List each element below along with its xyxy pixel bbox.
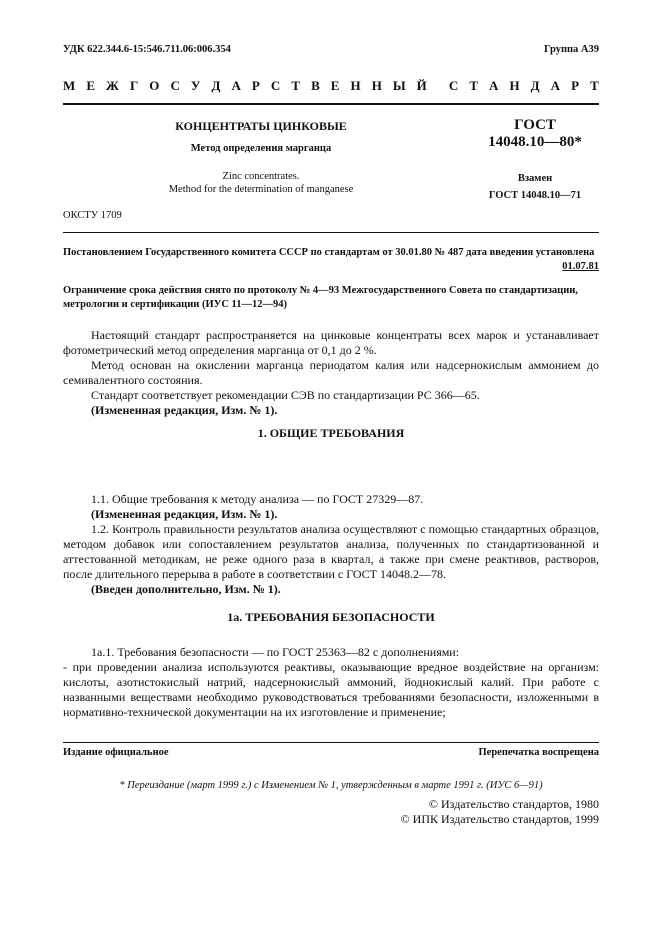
decree-date: 01.07.81	[562, 261, 599, 272]
banner-letter: О	[149, 78, 160, 93]
footer-rule	[63, 742, 599, 743]
banner-letter: Н	[509, 78, 520, 93]
english-title-line2: Method for the determination of manganese	[168, 184, 354, 195]
section-1-paragraph-1: 1.1. Общие требования к методу анализа — по ГОСТ 27329—87.	[91, 492, 424, 506]
group-code: Группа А39	[543, 44, 599, 55]
intro-paragraph-2: Метод основан на окислении марганца периодатом калия или надсернокислым аммонием до семивалентного состояния.	[63, 358, 599, 387]
section-1-body	[63, 492, 599, 597]
banner-letter: А	[550, 78, 561, 93]
replaces-number: ГОСТ 14048.10—71	[488, 190, 582, 201]
banner-letter: Н	[371, 78, 382, 93]
copyright-1980: © Издательство стандартов, 1980	[428, 797, 599, 811]
interstate-standard-banner	[63, 78, 599, 94]
reprint-prohibited: Перепечатка воспрещена	[478, 747, 599, 758]
header-rule	[63, 232, 599, 233]
section-1-note-2: (Введен дополнительно, Изм. № 1).	[91, 582, 281, 596]
intro-paragraph-3: Стандарт соответствует рекомендации СЭВ по стандартизации РС 366—65.	[91, 388, 480, 402]
banner-rule	[63, 103, 599, 105]
banner-letter: Й	[416, 78, 427, 93]
english-title-line1: Zinc concentrates.	[222, 171, 300, 182]
banner-letter: Ы	[392, 78, 406, 93]
section-1a-paragraph-2: - при проведении анализа используются реактивы, оказывающие вредное воздействие на организм: кислоты, азотистокислый натрий, надсернокислый аммоний, йоднокислый калий. При работе с названными веществами необходимо руководствоваться требованиями безопасности, изложенными в нормативно-технической документации на их изготовление и применение;	[63, 660, 599, 719]
banner-letter: Р	[251, 78, 260, 93]
banner-letter: Р	[571, 78, 580, 93]
banner-letter: В	[311, 78, 320, 93]
intro-paragraph-1: Настоящий стандарт распространяется на цинковые концентраты всех марок и устанавливает фотометрический метод определения марганца от 0,1 до 2 %.	[63, 328, 599, 357]
intro-amendment-note: (Измененная редакция, Изм. № 1).	[91, 403, 278, 417]
intro-section	[63, 328, 599, 418]
replaces-label: Взамен	[517, 173, 553, 184]
official-edition: Издание официальное	[63, 747, 169, 758]
banner-letter: С	[448, 78, 459, 93]
english-title	[150, 170, 372, 196]
section-1-paragraph-2: 1.2. Контроль правильности результатов анализа осуществляют с помощью стандартных образцов, методом добавок или сопоставлением результатов анализа, полученных по стандартизованной и аттестованной методикам, не реже одного раза в квартал, а также при смене реактивов, растворов, после длительного перерыва в работе в соответствии с ГОСТ 14048.2—78.	[63, 522, 599, 581]
banner-letter: Ж	[106, 78, 119, 93]
copyright-1999: © ИПК Издательство стандартов, 1999	[400, 812, 599, 826]
gost-number: 14048.10—80*	[488, 134, 582, 150]
banner-letter: Т	[590, 78, 599, 93]
document-subtitle: Метод определения марганца	[190, 143, 332, 154]
section-1a-paragraph-1: 1а.1. Требования безопасности — по ГОСТ 25363—82 с дополнениями:	[91, 645, 460, 659]
okstu-code: ОКСТУ 1709	[63, 210, 122, 221]
copyright-block	[401, 797, 599, 827]
banner-letter: Т	[291, 78, 301, 93]
document-title: КОНЦЕНТРАТЫ ЦИНКОВЫЕ	[175, 119, 347, 133]
banner-letter: А	[231, 78, 241, 93]
banner-letter: С	[270, 78, 281, 93]
section-1-note-1: (Измененная редакция, Изм. № 1).	[91, 507, 278, 521]
banner-letter: Г	[129, 78, 139, 93]
gost-label: ГОСТ	[514, 117, 556, 133]
limitation-paragraph: Ограничение срока действия снято по протоколу № 4—93 Межгосударственного Совета по стандартизации, метрологии и сертификации (ИУС 11—12—94)	[63, 285, 578, 310]
reissue-note: * Переиздание (март 1999 г.) с Изменением № 1, утвержденным в марте 1991 г. (ИУС 6—91)	[119, 780, 543, 791]
decree-paragraph	[63, 246, 599, 274]
udc-code: УДК 622.344.6-15:546.711.06:006.354	[63, 44, 231, 55]
banner-letter: М	[63, 78, 76, 93]
banner-letter: Е	[86, 78, 95, 93]
section-1a-body	[63, 645, 599, 720]
section-1a-title: 1а. ТРЕБОВАНИЯ БЕЗОПАСНОСТИ	[227, 610, 435, 624]
banner-letter: Е	[330, 78, 340, 93]
banner-letter: Д	[530, 78, 540, 93]
banner-letter: А	[489, 78, 499, 93]
banner-letter: Т	[469, 78, 478, 93]
banner-letter: С	[170, 78, 180, 93]
banner-letter: У	[190, 78, 201, 93]
banner-letter: Д	[211, 78, 221, 93]
gost-designation	[470, 117, 600, 151]
section-1-title: 1. ОБЩИЕ ТРЕБОВАНИЯ	[257, 426, 405, 440]
replaces-block	[470, 170, 600, 204]
banner-letter: Н	[350, 78, 361, 93]
decree-text: Постановлением Государственного комитета СССР по стандартам от 30.01.80 № 487 дата введения установлена	[63, 247, 595, 258]
